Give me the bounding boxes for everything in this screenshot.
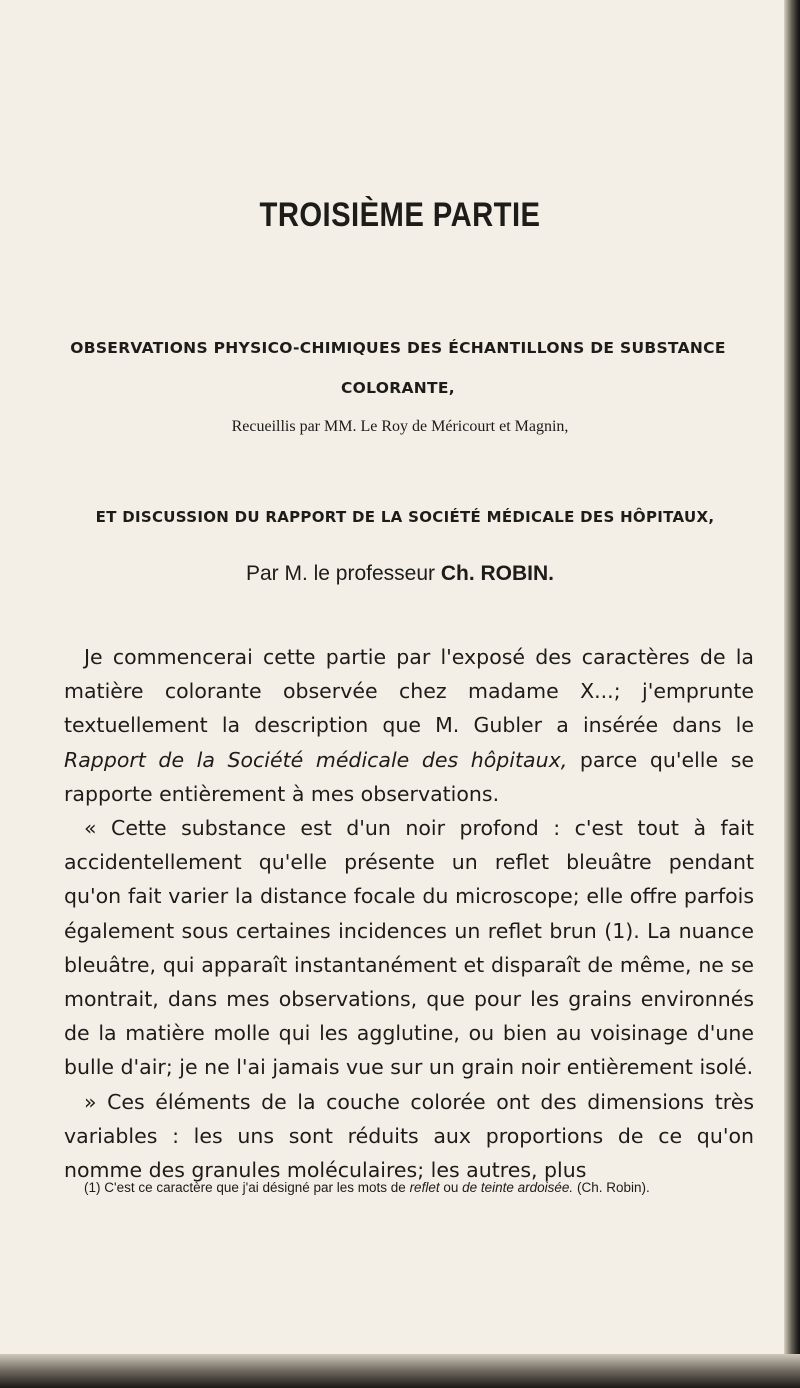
paragraph-1 <box>64 640 754 811</box>
body-text <box>64 640 754 1187</box>
footnote-mid: ou <box>439 1180 463 1195</box>
author-name: Ch. ROBIN. <box>440 562 555 585</box>
author-prefix: Par M. le professeur <box>245 562 441 585</box>
footnote <box>64 1178 754 1198</box>
part-title: TROISIÈME PARTIE <box>259 196 541 234</box>
paragraph-2: « Cette substance est d'un noir profond : c'est tout à fait accidentellement qu'elle présente un reflet bleuâtre pendant qu'on fait varier la distance focale du microscope; elle offre parfois également sous certaines incidences un reflet brun (1). La nuance bleuâtre, qui apparaît instantanément et disparaît de même, ne se montrait, dans mes observations, que pour les grains environnés de la matière molle qui les agglutine, ou bien au voisinage d'une bulle d'air; je ne l'ai jamais vue sur un grain noir entièrement isolé. <box>64 816 754 1080</box>
paragraph-3: » Ces éléments de la couche colorée ont des dimensions très variables : les uns sont réduits aux proportions de ce qu'on nomme des granules moléculaires; les autres, plus <box>64 1089 754 1183</box>
author-line <box>0 562 800 586</box>
footnote-start: (1) C'est ce caractère que j'ai désigné par les mots de <box>84 1180 410 1195</box>
section-subtitle: OBSERVATIONS PHYSICO-CHIMIQUES DES ÉCHANTILLONS DE SUBSTANCE COLORANTE, <box>70 339 726 397</box>
footnote-term-2: de teinte ardoisée. <box>462 1180 574 1195</box>
paragraph-1-end: parce qu'elle se rapporte entièrement à mes observations. <box>64 747 754 806</box>
footnote-end: (Ch. Robin). <box>573 1180 650 1195</box>
paragraph-1-title: Rapport de la Société médicale des hôpitaux, <box>64 747 568 772</box>
collectors-line: Recueillis par MM. Le Roy de Méricourt et Magnin, <box>231 418 569 435</box>
footnote-term-1: reflet <box>409 1180 440 1195</box>
discussion-line: ET DISCUSSION DU RAPPORT DE LA SOCIÉTÉ MÉDICALE DES HÔPITAUX, <box>95 508 715 526</box>
page-edge-shadow <box>784 0 800 1388</box>
page-bottom-shadow <box>0 1354 800 1388</box>
paragraph-1-start: Je commencerai cette partie par l'exposé des caractères de la matière colorante observée chez madame X...; j'emprunte textuellement la description que M. Gubler a insérée dans le <box>64 645 754 738</box>
